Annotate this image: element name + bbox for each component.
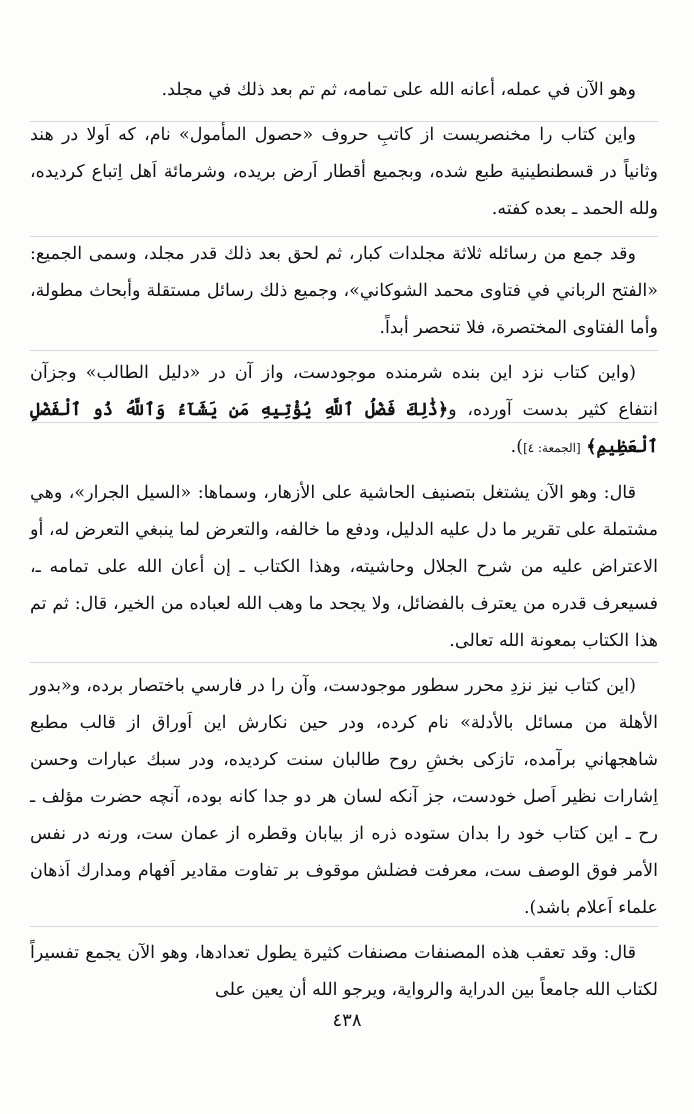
quran-lead: (واين كتاب نزد اين بنده شرمنده موجودست، واز آن در «دليل الطالب» وجزآن انتفاع كثير بدست آورده، و <box>30 363 658 420</box>
paragraph-6: قال: وقد تعقب هذه المصنفات مصنفات كثيرة يطول تعدادها، وهو الآن يجمع تفسيراً لكتاب الله جامعاً بين الدراية والرواية، ويرجو الله أن يعين على <box>30 943 658 1000</box>
quran-tail: ). <box>510 437 524 457</box>
quran-verse: ﴿ذَٰلِكَ فَضْلُ ٱللَّهِ يُؤْتِيهِ مَن يَشَآءُ وَٱللَّهُ ذُو ٱلْفَضْلِ ٱلْعَظِيمِ﴾ <box>30 400 658 457</box>
paragraph-5: (اين كتاب نيز نزدِ محرر سطور موجودست، وآن را در فارسي باختصار برده، و«بدور الأهلة من مسائل بالأدلة» نام كرده، ودر حين نكارش اين اَوراق از قالب مطبع شاهجهاني برآمده، تازكى بخشِ روح طالبان سنت كرديده، ودر سبك عبارات وحسن اِشارات نظير اَصل خودست، جز آنكه لسان هر دو جدا كانه بوده، آنچه حضرت مؤلف ـ رح ـ اين كتاب خود را بدان ستوده ذره از بيابان وقطره از عمان ست، ورنه در نفس الأمر فوق الوصف ست، معرفت فضلش موقوف بر تفاوت مقادير اَفهام ومدارك اَذهان علماء اَعلام باشد). <box>30 676 658 918</box>
body-text <box>30 72 658 1017</box>
paragraph-2: واين كتاب را مخنصريست از كاتبِ حروف «حصول المأمول» نام، كه اَولا در هند وثانياً در قسطنطينية طبع شده، وبجميع أقطار اَرض بريده، وشرمائة اَهل اِتباع كرديده، ولله الحمد ـ بعده كفته. <box>30 125 658 219</box>
paragraph-3: وقد جمع من رسائله ثلاثة مجلدات كبار، ثم لحق بعد ذلك قدر مجلد، وسمى الجميع: «الفتح الرباني في فتاوى محمد الشوكاني»، وجميع ذلك رسائل مستقلة وأبحاث مطولة، وأما الفتاوى المختصرة، فلا تنحصر أبداً. <box>30 244 658 338</box>
paragraph-quran <box>30 355 658 475</box>
page-number: ٤٣٨ <box>332 1010 362 1031</box>
paragraph-1: وهو الآن في عمله، أعانه الله على تمامه، ثم تم بعد ذلك في مجلد. <box>161 80 636 100</box>
verse-citation: [الجمعة: ٤] <box>523 441 581 455</box>
paragraph-4: قال: وهو الآن يشتغل بتصنيف الحاشية على الأزهار، وسماها: «السيل الجرار»، وهي مشتملة على تقرير ما دل عليه الدليل، ودفع ما خالفه، والتعرض لما ينبغي التعرض له، أو الاعتراض عليه من شرح الجلال وحاشيته، وهذا الكتاب ـ إن أعان الله على تمامه ـ، فسيعرف قدره من يعترف بالفضائل، ولا يجحد ما وهب الله لعباده من الخير، قال: ثم تم هذا الكتاب بمعونة الله تعالى. <box>30 483 658 651</box>
